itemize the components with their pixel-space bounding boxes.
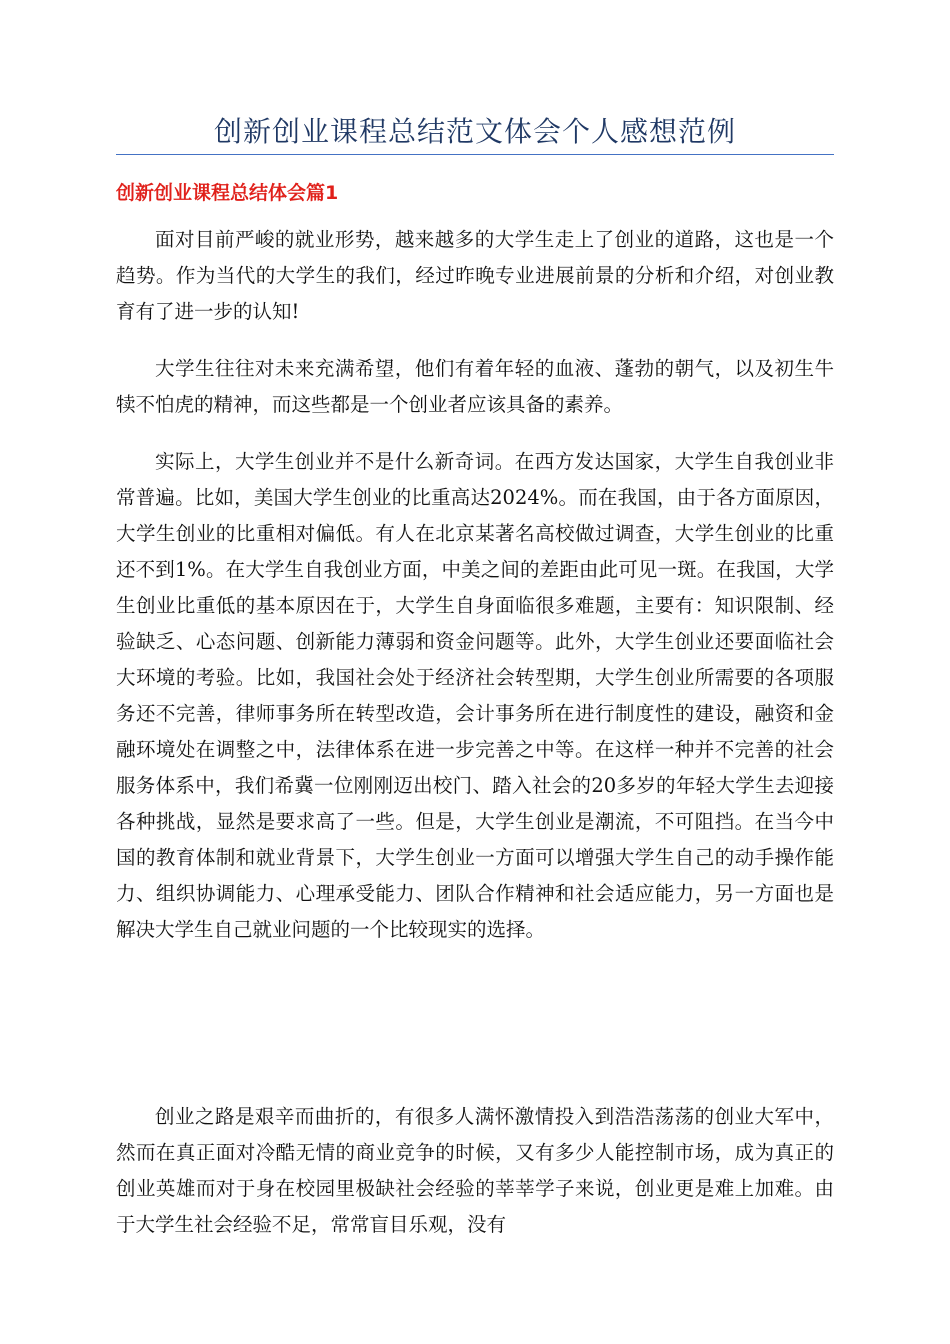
paragraph-3: 实际上，大学生创业并不是什么新奇词。在西方发达国家，大学生自我创业非常普遍。比如，美国大学生创业的比重高达2024%。而在我国，由于各方面原因，大学生创业的比重相对偏低。有人在北京某著名高校做过调查，大学生创业的比重还不到1%。在大学生自我创业方面，中美之间的差距由此可见一斑。在我国，大学生创业比重低的基本原因在于，大学生自身面临很多难题，主要有：知识限制、经验缺乏、心态问题、创新能力薄弱和资金问题等。此外，大学生创业还要面临社会大环境的考验。比如，我国社会处于经济社会转型期，大学生创业所需要的各项服务还不完善，律师事务所在转型改造，会计事务所在进行制度性的建设，融资和金融环境处在调整之中，法律体系在进一步完善之中等。在这样一种并不完善的社会服务体系中，我们希冀一位刚刚迈出校门、踏入社会的20多岁的年轻大学生去迎接各种挑战，显然是要求高了一些。但是，大学生创业是潮流，不可阻挡。在当今中国的教育体制和就业背景下，大学生创业一方面可以增强大学生自己的动手操作能力、组织协调能力、心理承受能力、团队合作精神和社会适应能力，另一方面也是解决大学生自己就业问题的一个比较现实的选择。: [116, 450, 834, 941]
paragraph-2: 大学生往往对未来充满希望，他们有着年轻的血液、蓬勃的朝气，以及初生牛犊不怕虎的精神，而这些都是一个创业者应该具备的素养。: [116, 357, 834, 416]
section-heading: 创新创业课程总结体会篇1: [116, 182, 339, 204]
title-underline: [116, 154, 834, 155]
document-title: 创新创业课程总结范文体会个人感想范例: [213, 115, 736, 148]
paragraph-4: 创业之路是艰辛而曲折的，有很多人满怀激情投入到浩浩荡荡的创业大军中，然而在真正面对冷酷无情的商业竞争的时候，又有多少人能控制市场，成为真正的创业英雄而对于身在校园里极缺社会经验的莘莘学子来说，创业更是难上加难。由于大学生社会经验不足，常常盲目乐观，没有: [116, 1105, 834, 1236]
paragraph-1: 面对目前严峻的就业形势，越来越多的大学生走上了创业的道路，这也是一个趋势。作为当代的大学生的我们，经过昨晚专业进展前景的分析和介绍，对创业教育有了进一步的认知!: [116, 228, 834, 323]
